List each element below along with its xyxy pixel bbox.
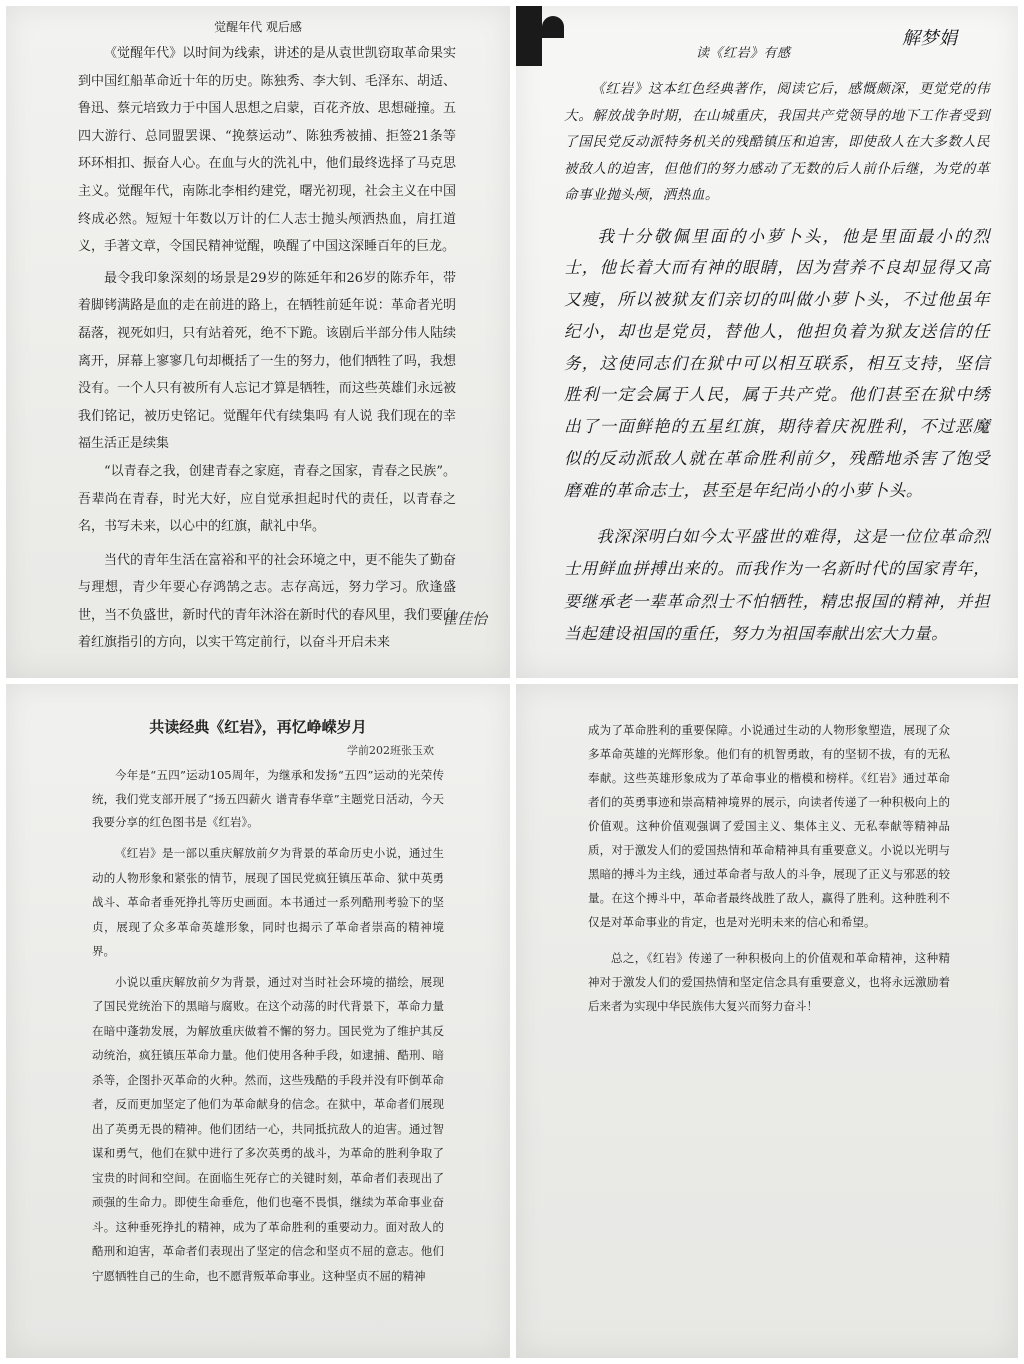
page-title: 共读经典《红岩》，再忆峥嵘岁月 [149, 718, 367, 736]
essay-body [78, 40, 456, 657]
paragraph: 我十分敬佩里面的小萝卜头，他是里面最小的烈士，他长着大而有神的眼睛，因为营养不良却显得又高又瘦，所以被狱友们亲切的叫做小萝卜头，不过他虽年纪小，却也是党员，替他人，他担负着为狱友送信的任务，这使同志们在狱中可以相互联系，相互支持，坚信胜利一定会属于人民，属于共产党。他们甚至在狱中绣出了一面鲜艳的五星红旗，期待着庆祝胜利，不过恶魔似的反动派敌人就在革命胜利前夕，残酷地杀害了饱受磨难的革命志士，甚至是年纪尚小的小萝卜头。 [564, 226, 990, 500]
paragraph: “以青春之我，创建青春之家庭，青春之国家，青春之民族”。吾辈尚在青春，时光大好，应自觉承担起时代的责任，以青春之名，书写未来，以心中的红旗，献礼中华。 [78, 463, 456, 535]
page-title: 读《红岩》有感 [696, 46, 791, 61]
author-name: 解梦娟 [902, 28, 958, 49]
dark-object [542, 16, 564, 38]
paragraph: 总之，《红岩》传递了一种积极向上的价值观和革命精神，这种精神对于激发人们的爱国热情和坚定信念具有重要意义，也将永远激励着后来者为实现中华民族伟大复兴而努力奋斗！ [588, 951, 950, 1013]
paragraph: 今年是“五四”运动105周年，为继承和发扬“五四”运动的光荣传统，我们党支部开展了“扬五四薪火 谱青春华章”主题党日活动，今天我要分享的红色图书是《红岩》。 [92, 768, 444, 830]
article-body [588, 718, 950, 1018]
byline: 学前202班张玉欢 [347, 744, 434, 757]
paragraph: 成为了革命胜利的重要保障。小说通过生动的人物形象塑造，展现了众多革命英雄的光辉形象。他们有的机智勇敢，有的坚韧不拔，有的无私奉献。这些英雄形象成为了革命事业的楷模和榜样。《红岩》通过革命者们的英勇事迹和崇高精神境界的展示，向读者传递了一种积极向上的价值观。这种价值观强调了爱国主义、集体主义、无私奉献等精神品质，对于激发人们的爱国热情和革命精神具有重要意义。小说以光明与黑暗的搏斗为主线，通过革命者与敌人的斗争，展现了正义与邪恶的较量。在这个搏斗中，革命者最终战胜了敌人，赢得了胜利。这种胜利不仅是对革命事业的肯定，也是对光明未来的信心和希望。 [588, 723, 950, 929]
article-body [92, 764, 444, 1288]
paragraph: 我深深明白如今太平盛世的难得，这是一位位革命烈士用鲜血拼搏出来的。而我作为一名新时代的国家青年，要继承老一辈革命烈士不怕牺牲，精忠报国的精神，并担当起建设祖国的重任，努力为祖国奉献出宏大力量。 [564, 526, 990, 644]
paragraph: 最令我印象深刻的场景是29岁的陈延年和26岁的陈乔年，带着脚铐满路是血的走在前进的路上，在牺牲前延年说：革命者光明磊落，视死如归，只有站着死，绝不下跪。该剧后半部分伟人陆续离开，屏幕上寥寥几句却概括了一生的努力，他们牺牲了吗，我想没有。一个人只有被所有人忘记才算是牺牲，而这些英雄们永远被我们铭记，被历史铭记。觉醒年代有续集吗 有人说 我们现在的幸福生活正是续集 [78, 270, 456, 452]
paragraph: 小说以重庆解放前夕为背景，通过对当时社会环境的描绘，展现了国民党统治下的黑暗与腐败。在这个动荡的时代背景下，革命力量在暗中蓬勃发展，为解放重庆做着不懈的努力。国民党为了维护其反动统治，疯狂镇压革命力量。他们使用各种手段，如逮捕、酷刑、暗杀等，企图扑灭革命的火种。然而，这些残酷的手段并没有吓倒革命者，反而更加坚定了他们为革命献身的信念。在狱中，革命者们展现出了英勇无畏的精神。他们团结一心，共同抵抗敌人的迫害。通过智谋和勇气，他们在狱中进行了多次英勇的战斗，为革命的胜利争取了宝贵的时间和空间。在面临生死存亡的关键时刻，革命者们表现出了顽强的生命力。即使生命垂危，他们也毫不畏惧，继续为革命事业奋斗。这种垂死挣扎的精神，成为了革命胜利的重要动力。面对敌人的酷刑和迫害，革命者们表现出了坚定的信念和坚贞不屈的意志。他们宁愿牺牲自己的生命，也不愿背叛革命事业。这种坚贞不屈的精神 [92, 974, 444, 1283]
page-hongyan-article [6, 684, 510, 1358]
paragraph: 《红岩》是一部以重庆解放前夕为背景的革命历史小说，通过生动的人物形象和紧张的情节，展现了国民党疯狂镇压革命、狱中英勇战斗、革命者垂死挣扎等历史画面。本书通过一系列酷刑考验下的坚贞，展现了众多革命英雄形象，同时也揭示了革命者崇高的精神境界。 [92, 846, 444, 959]
page-title: 觉醒年代 观后感 [214, 20, 302, 34]
dark-object [516, 6, 542, 66]
page-hongyan-article-continued [516, 684, 1018, 1358]
paragraph: 当代的青年生活在富裕和平的社会环境之中，更不能失了勤奋与理想，青少年要心存鸿鹄之志。志存高远，努力学习。欣逢盛世，当不负盛世，新时代的青年沐浴在新时代的春风里，我们要向着红旗指引的方向，以实干笃定前行，以奋斗开启未来 [78, 552, 456, 651]
paragraph: 《红岩》这本红色经典著作，阅读它后，感慨颇深，更觉党的伟大。解放战争时期，在山城重庆，我国共产党领导的地下工作者受到了国民党反动派特务机关的残酷镇压和迫害，即使敌人在大多数人民被敌人的迫害，但他们的努力感动了无数的后人前仆后继，为党的革命事业抛头颅，洒热血。 [564, 81, 990, 203]
paragraph: 《觉醒年代》以时间为线索，讲述的是从袁世凯窃取革命果实到中国红船革命近十年的历史。陈独秀、李大钊、毛泽东、胡适、鲁迅、蔡元培致力于中国人思想之启蒙，百花齐放、思想碰撞。五四大游行、总同盟罢课、“挽蔡运动”、陈独秀被捕、拒签21条等环环相扣、振奋人心。在血与火的洗礼中，他们最终选择了马克思主义。觉醒年代，南陈北李相约建党，曙光初现，社会主义在中国终成必然。短短十年数以万计的仁人志士抛头颅洒热血，肩扛道义，手著文章，令国民精神觉醒，唤醒了中国这深睡百年的巨龙。 [78, 46, 456, 255]
essay-body [564, 76, 990, 651]
signature: 崔佳怡 [442, 610, 488, 628]
page-juexing-niandai-essay [6, 6, 510, 678]
page-hongyan-handwritten [516, 6, 1018, 678]
